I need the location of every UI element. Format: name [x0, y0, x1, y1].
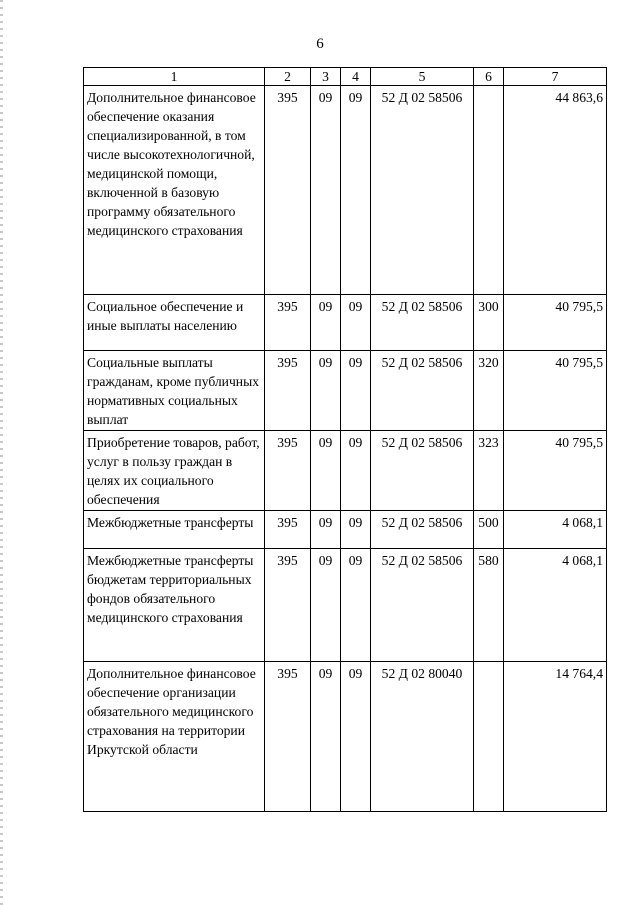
- table-row: [84, 662, 607, 812]
- row-amount-cell: 14 764,4: [504, 662, 607, 812]
- row-target-article-cell: 52 Д 02 58506: [371, 351, 474, 431]
- column-header-2: 2: [265, 68, 311, 86]
- row-name-cell: Социальные выплаты гражданам, кроме публичных нормативных социальных выплат: [84, 351, 265, 431]
- column-header-7: 7: [504, 68, 607, 86]
- row-amount-cell: 44 863,6: [504, 86, 607, 295]
- row-section-cell: 09: [311, 662, 341, 812]
- row-amount-cell: 40 795,5: [504, 431, 607, 511]
- row-name-cell: Социальное обеспечение и иные выплаты населению: [84, 295, 265, 351]
- row-subsection-cell: 09: [341, 549, 371, 662]
- row-amount-cell: 4 068,1: [504, 511, 607, 549]
- column-header-4: 4: [341, 68, 371, 86]
- row-section-cell: 09: [311, 351, 341, 431]
- row-expense-type-cell: 320: [474, 351, 504, 431]
- row-subsection-cell: 09: [341, 662, 371, 812]
- row-code-cell: 395: [265, 549, 311, 662]
- row-target-article-cell: 52 Д 02 58506: [371, 295, 474, 351]
- row-target-article-cell: 52 Д 02 58506: [371, 549, 474, 662]
- column-header-5: 5: [371, 68, 474, 86]
- row-section-cell: 09: [311, 511, 341, 549]
- row-amount-cell: 4 068,1: [504, 549, 607, 662]
- row-section-cell: 09: [311, 295, 341, 351]
- row-amount-cell: 40 795,5: [504, 351, 607, 431]
- row-name-cell: Межбюджетные трансферты бюджетам территориальных фондов обязательного медицинского страхования: [84, 549, 265, 662]
- column-header-3: 3: [311, 68, 341, 86]
- row-name-cell: Дополнительное финансовое обеспечение оказания специализированной, в том числе высокотехнологичной, медицинской помощи, включенной в базовую программу обязательного медицинского страхования: [84, 86, 265, 295]
- row-target-article-cell: 52 Д 02 80040: [371, 662, 474, 812]
- row-expense-type-cell: [474, 86, 504, 295]
- row-expense-type-cell: 300: [474, 295, 504, 351]
- row-code-cell: 395: [265, 351, 311, 431]
- row-code-cell: 395: [265, 86, 311, 295]
- row-subsection-cell: 09: [341, 86, 371, 295]
- row-amount-cell: 40 795,5: [504, 295, 607, 351]
- row-section-cell: 09: [311, 86, 341, 295]
- table-row: [84, 549, 607, 662]
- row-expense-type-cell: 580: [474, 549, 504, 662]
- row-subsection-cell: 09: [341, 351, 371, 431]
- row-code-cell: 395: [265, 662, 311, 812]
- row-target-article-cell: 52 Д 02 58506: [371, 86, 474, 295]
- row-subsection-cell: 09: [341, 431, 371, 511]
- column-header-1: 1: [84, 68, 265, 86]
- row-code-cell: 395: [265, 295, 311, 351]
- table-header-row: [84, 68, 607, 86]
- row-expense-type-cell: 323: [474, 431, 504, 511]
- row-subsection-cell: 09: [341, 295, 371, 351]
- row-target-article-cell: 52 Д 02 58506: [371, 511, 474, 549]
- table-row: [84, 511, 607, 549]
- column-header-6: 6: [474, 68, 504, 86]
- row-target-article-cell: 52 Д 02 58506: [371, 431, 474, 511]
- page-number: 6: [316, 36, 324, 52]
- table-row: [84, 295, 607, 351]
- table-row: [84, 431, 607, 511]
- table-row: [84, 351, 607, 431]
- row-code-cell: 395: [265, 511, 311, 549]
- row-section-cell: 09: [311, 431, 341, 511]
- row-expense-type-cell: 500: [474, 511, 504, 549]
- row-section-cell: 09: [311, 549, 341, 662]
- row-name-cell: Межбюджетные трансферты: [84, 511, 265, 549]
- budget-table: [83, 67, 607, 812]
- row-name-cell: Приобретение товаров, работ, услуг в пользу граждан в целях их социального обеспечения: [84, 431, 265, 511]
- row-name-cell: Дополнительное финансовое обеспечение организации обязательного медицинского страхования на территории Иркутской области: [84, 662, 265, 812]
- row-subsection-cell: 09: [341, 511, 371, 549]
- row-code-cell: 395: [265, 431, 311, 511]
- table-row: [84, 86, 607, 295]
- row-expense-type-cell: [474, 662, 504, 812]
- scan-margin-edge: [0, 0, 3, 905]
